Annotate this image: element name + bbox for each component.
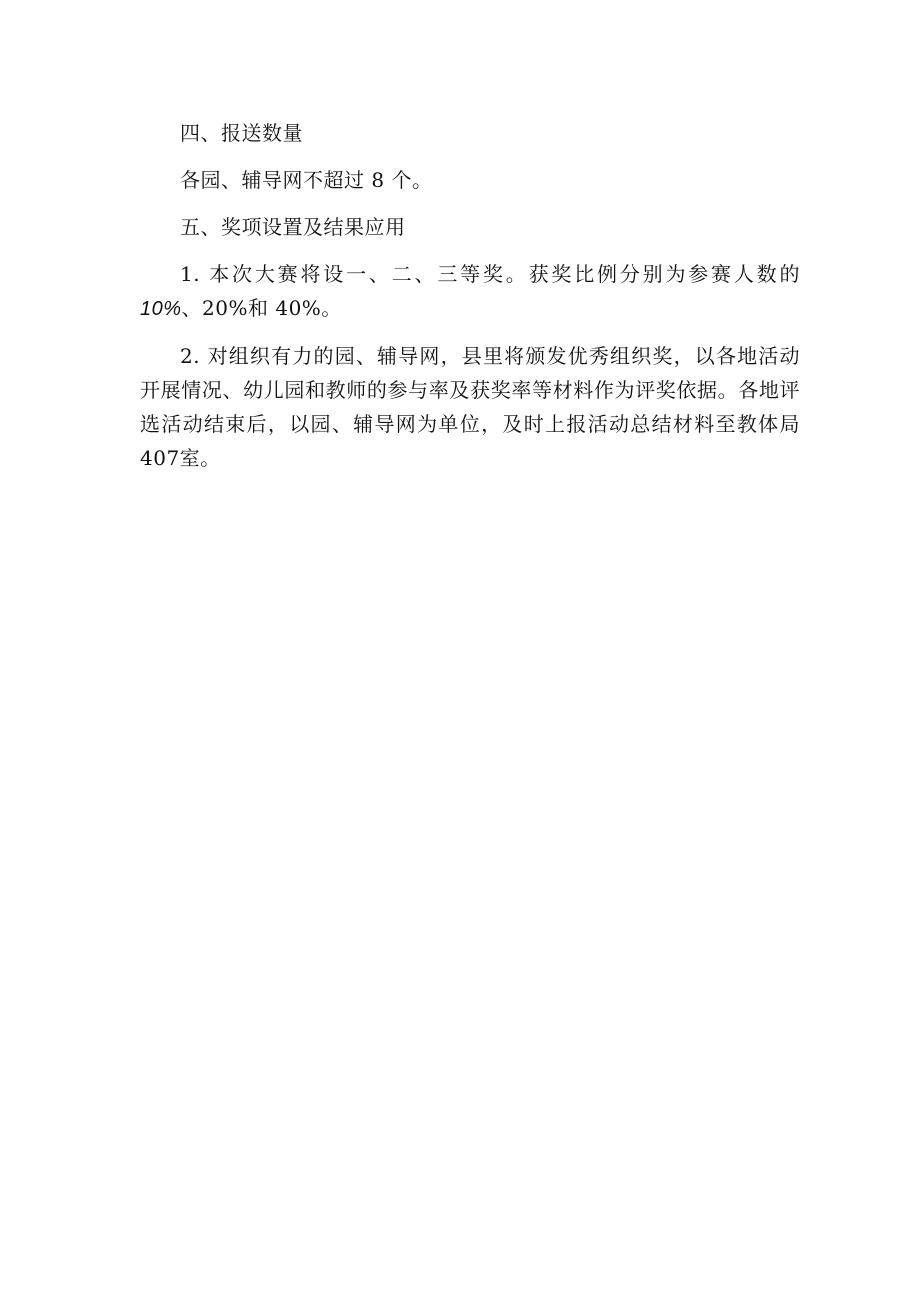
award-ratio-first: 10% (140, 298, 182, 320)
quota-paragraph: 各园、辅导网不超过 8 个。 (180, 168, 433, 192)
document-body (140, 116, 800, 488)
award-item-1 (140, 257, 800, 326)
section-heading-4: 四、报送数量 (180, 121, 303, 145)
section-heading-5: 五、奖项设置及结果应用 (180, 215, 406, 239)
award-item-1-tail: 、20%和 40%。 (181, 296, 342, 320)
award-item-1-text: 1. 本次大赛将设一、二、三等奖。获奖比例分别为参赛人数的 (180, 262, 800, 286)
award-item-2: 2. 对组织有力的园、辅导网，县里将颁发优秀组织奖，以各地活动开展情况、幼儿园和教师的参与率及获奖率等材料作为评奖依据。各地评选活动结束后，以园、辅导网为单位，及时上报活动总结材料至教体局 407室。 (140, 344, 800, 470)
